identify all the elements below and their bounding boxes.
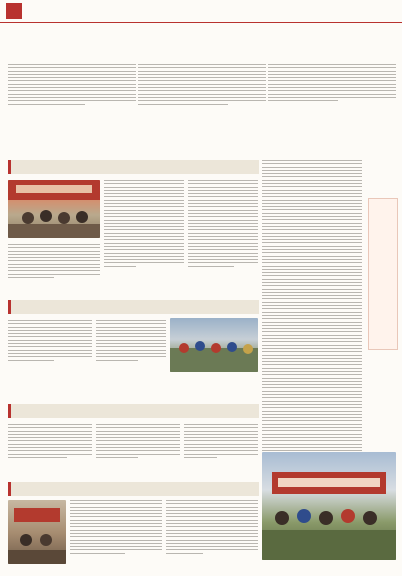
section-1-text-c bbox=[188, 180, 258, 269]
section-3-text-b bbox=[96, 424, 180, 460]
section-1-text-b bbox=[104, 180, 184, 269]
section-2-text-a bbox=[8, 320, 92, 363]
photo-activity-3 bbox=[8, 500, 66, 564]
intro-text-right bbox=[268, 64, 396, 104]
photo-activity-2 bbox=[170, 318, 258, 372]
page-header bbox=[0, 0, 402, 23]
photo-activity-1-graphic bbox=[8, 180, 100, 238]
section-1-text-a bbox=[8, 244, 100, 280]
section-2-text-b bbox=[96, 320, 166, 363]
photo-activity-3-graphic bbox=[8, 500, 66, 564]
section-heading-1 bbox=[8, 160, 259, 174]
intro-text-mid bbox=[138, 64, 266, 107]
section-heading-4 bbox=[8, 482, 259, 496]
right-column-text bbox=[262, 160, 362, 463]
section-3-text-c bbox=[184, 424, 258, 460]
photo-activity-1 bbox=[8, 180, 100, 238]
photo-activity-2-graphic bbox=[170, 318, 258, 372]
intro-text-left bbox=[8, 64, 136, 107]
sidebar-callout bbox=[368, 198, 398, 350]
section-4-text-a bbox=[70, 500, 162, 556]
section-heading-2 bbox=[8, 300, 259, 314]
photo-activity-4 bbox=[262, 452, 396, 560]
photo-activity-4-graphic bbox=[262, 452, 396, 560]
page-number bbox=[6, 3, 22, 19]
section-3-text-a bbox=[8, 424, 92, 460]
section-heading-3 bbox=[8, 404, 259, 418]
section-4-text-b bbox=[166, 500, 258, 556]
